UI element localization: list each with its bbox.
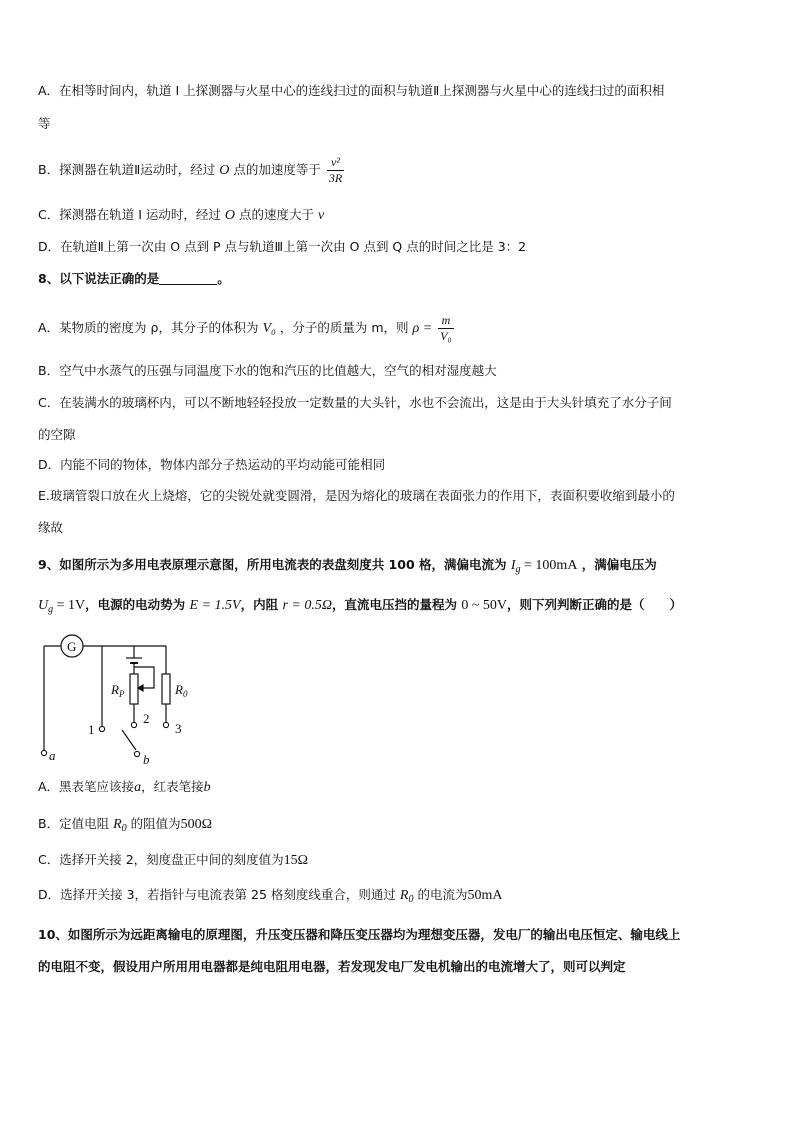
q8-option-e-line1: E.玻璃管裂口放在火上烧熔，它的尖锐处就变圆滑，是因为熔化的玻璃在表面张力的作用下，表面积要收缩到最小的 [38, 488, 675, 503]
q9-option-c: C．选择开关接 2，刻度盘正中间的刻度值为15Ω [38, 852, 309, 868]
q8-option-e-line2: 缘故 [38, 520, 64, 535]
q7-option-a-line2: 等 [38, 116, 51, 131]
galvanometer-label: G [67, 639, 77, 654]
terminal-b [134, 751, 139, 756]
q9-stem-line1: 9、如图所示为多用电表原理示意图，所用电流表的表盘刻度共 100 格，满偏电流为 $I_g = 100mA$ ，满偏电压为 [38, 557, 657, 575]
selector-switch-blade [122, 730, 136, 750]
q7-b-fraction: $\frac{\text{v²}}{3R}$ [328, 155, 343, 185]
terminal-3 [163, 722, 168, 727]
q7-option-a-line1: A．在相等时间内，轨道 I 上探测器与火星中心的连线扫过的面积与轨道Ⅱ上探测器与火星中心的连线扫过的面积相 [38, 83, 665, 98]
q9-option-b: B．定值电阻 $R_0$ 的阻值为500Ω [38, 816, 213, 834]
terminal-2-label: 2 [143, 711, 150, 726]
r0-label: $R_0$ [175, 682, 188, 699]
terminal-3-label: 3 [175, 721, 182, 736]
q7-option-d: D．在轨道Ⅱ上第一次由 O 点到 P 点与轨道Ⅲ上第一次由 O 点到 Q 点的时间之比是 3：2 [38, 239, 527, 254]
terminal-b-label: b [143, 752, 150, 767]
resistor-r0 [162, 674, 170, 704]
multimeter-circuit-diagram [36, 630, 236, 770]
variable-resistor-rp [130, 674, 138, 704]
terminal-1-label: 1 [88, 722, 95, 737]
terminal-a-label: a [49, 748, 56, 763]
q9-option-d: D．选择开关接 3，若指针与电流表第 25 格刻度线重合，则通过 $R_0$ 的电流为50mA [38, 887, 503, 905]
rp-label: $R_P$ [111, 682, 125, 699]
q9-stem-line2: $U_g = 1V$，电源的电动势为 E = 1.5V，内阻 r = 0.5Ω，直流电压挡的量程为 0 ~ 50V，则下列判断正确的是（ ） [38, 597, 683, 615]
q7-option-b: B．探测器在轨道Ⅱ运动时，经过 O 点的加速度等于 $\frac{\text{v²}}{3R}$ [38, 155, 343, 185]
q8-option-c-line2: 的空隙 [38, 427, 76, 442]
q10-stem-line1: 10、如图所示为远距离输电的原理图，升压变压器和降压变压器均为理想变压器，发电厂的输出电压恒定、输电线上 [38, 927, 681, 942]
answer-blank [159, 272, 217, 285]
q9-option-a: A．黑表笔应该接a，红表笔接b [38, 779, 211, 795]
q8-option-b: B．空气中水蒸气的压强与同温度下水的饱和汽压的比值越大，空气的相对湿度越大 [38, 363, 497, 378]
terminal-a [41, 750, 46, 755]
q8-option-a: A．某物质的密度为 ρ，其分子的体积为 V₀ ，分子的质量为 m，则 ρ = $\frac{m}{\text{V₀}}$ [38, 313, 452, 343]
terminal-1 [99, 726, 104, 731]
q10-stem-line2: 的电阻不变，假设用户所用用电器都是纯电阻用电器，若发现发电厂发电机输出的电流增大了，则可以判定 [38, 959, 626, 974]
q8-stem: 8、以下说法正确的是 。 [38, 271, 230, 286]
q7-option-c: C．探测器在轨道 I 运动时，经过 O 点的速度大于 v [38, 207, 325, 223]
q8-option-d: D．内能不同的物体，物体内部分子热运动的平均动能可能相同 [38, 457, 386, 472]
terminal-2 [131, 722, 136, 727]
rheostat-slider [134, 667, 154, 688]
q8-option-c-line1: C．在装满水的玻璃杯内，可以不断地轻轻投放一定数量的大头针，水也不会流出，这是由于大头针填充了水分子间 [38, 395, 672, 410]
q8-a-fraction: $\frac{m}{\text{V₀}}$ [440, 313, 452, 343]
